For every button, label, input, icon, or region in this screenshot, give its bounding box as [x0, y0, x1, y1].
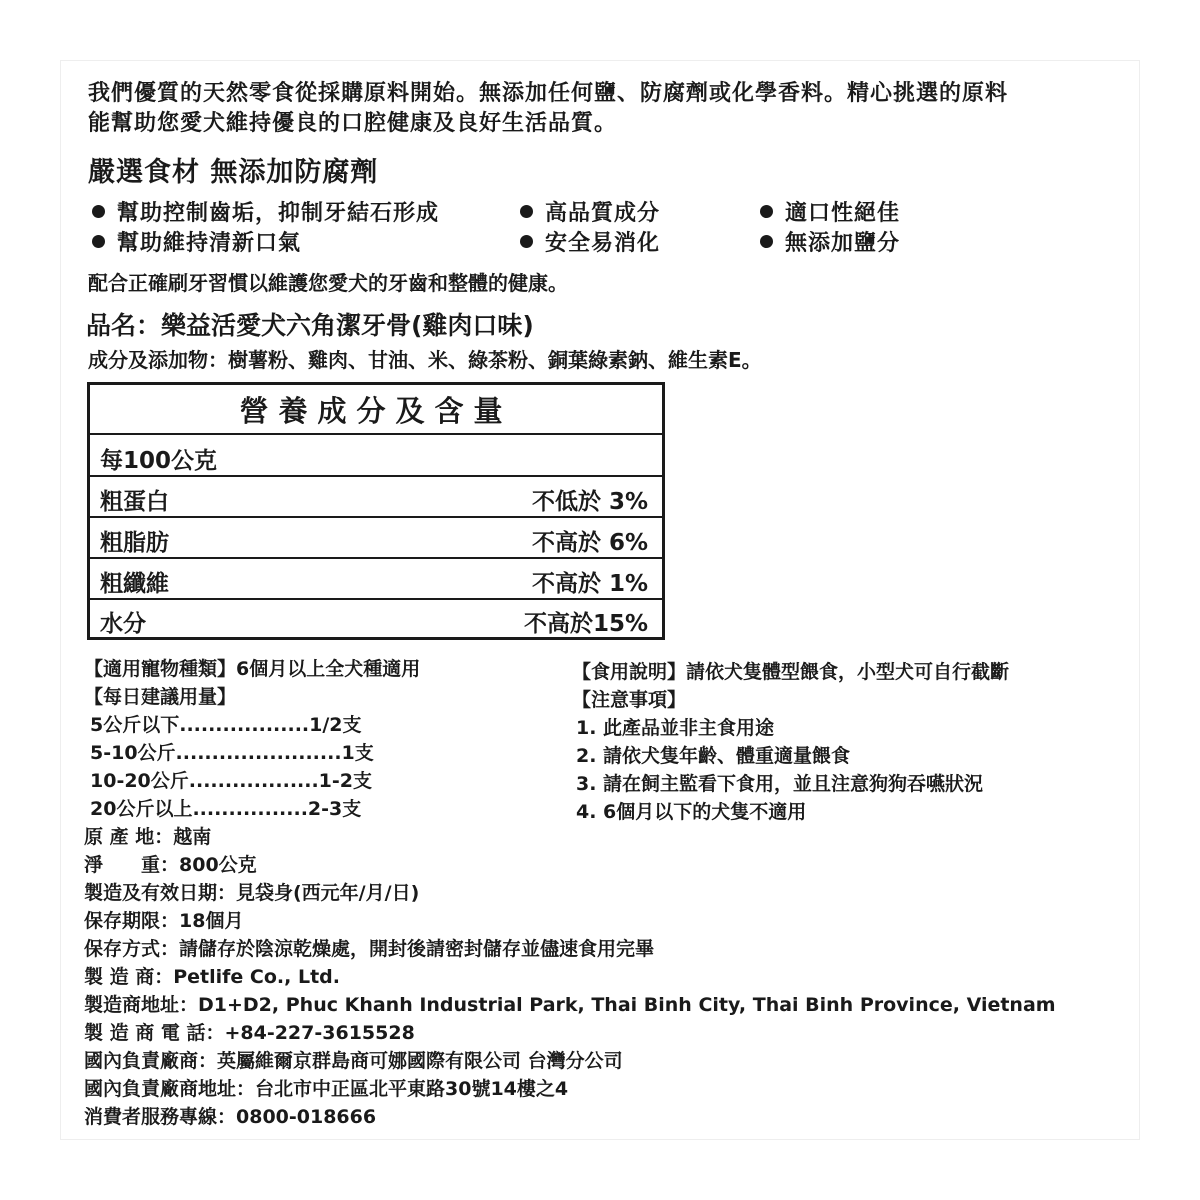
ingredients: 成分及添加物：樹薯粉、雞肉、甘油、米、綠茶粉、銅葉綠素鈉、維生素E。 [88, 348, 762, 372]
nutrient-value: 不高於15% [523, 611, 648, 637]
customer-service-line: 消費者服務專線：0800-018666 [84, 1106, 377, 1128]
table-row [90, 516, 662, 557]
manufacturer: 製 造 商：Petlife Co., Ltd. [84, 966, 340, 988]
local-distributor: 國內負責廠商：英屬維爾京群島商可娜國際有限公司 台灣分公司 [84, 1050, 623, 1072]
product-name: 品名：樂益活愛犬六角潔牙骨(雞肉口味) [86, 311, 534, 340]
table-row [90, 475, 662, 516]
manufacture-date: 製造及有效日期：見袋身(西元年/月/日) [84, 882, 420, 904]
table-row [90, 598, 662, 639]
headline: 嚴選食材 無添加防腐劑 [88, 157, 379, 188]
intro-line-2: 能幫助您愛犬維持優良的口腔健康及良好生活品質。 [88, 111, 618, 136]
manufacturer-address: 製造商地址：D1+D2, Phuc Khanh Industrial Park, Thai Binh City, Thai Binh Province, Vietnam [84, 994, 1056, 1016]
bullet-icon [520, 235, 533, 248]
nutrition-per-row [90, 433, 662, 475]
caution-item: 4. 6個月以下的犬隻不適用 [576, 801, 807, 823]
bullet-icon [520, 205, 533, 218]
daily-amount-item: 10-20公斤..................1-2支 [90, 770, 373, 792]
bullet-icon [92, 205, 105, 218]
feeding-instructions: 【食用說明】請依犬隻體型餵食，小型犬可自行截斷 [572, 661, 1010, 683]
nutrient-label: 水分 [100, 611, 146, 637]
caution-title: 【注意事項】 [572, 689, 687, 711]
caution-item: 1. 此產品並非主食用途 [576, 717, 775, 739]
caution-item: 2. 請依犬隻年齡、體重適量餵食 [576, 745, 851, 767]
local-distributor-address: 國內負責廠商地址：台北市中正區北平東路30號14樓之4 [84, 1078, 569, 1100]
daily-amount-title: 【每日建議用量】 [84, 686, 237, 708]
bullet-item: 幫助控制齒垢，抑制牙結石形成 [92, 196, 439, 227]
nutrient-value: 不高於 1% [531, 571, 648, 597]
suitable-pets: 【適用寵物種類】6個月以上全犬種適用 [84, 658, 421, 680]
nutrient-value: 不高於 6% [531, 530, 648, 556]
bullet-item: 高品質成分 [520, 196, 660, 227]
daily-amount-item: 20公斤以上................2-3支 [90, 798, 362, 820]
daily-amount-item: 5公斤以下..................1/2支 [90, 714, 362, 736]
bullet-icon [760, 235, 773, 248]
shelf-life: 保存期限：18個月 [84, 910, 244, 932]
storage: 保存方式：請儲存於陰涼乾燥處，開封後請密封儲存並儘速食用完畢 [84, 938, 655, 960]
bullet-item: 適口性絕佳 [760, 196, 900, 227]
bullet-item: 無添加鹽分 [760, 226, 900, 257]
manufacturer-phone: 製 造 商 電 話：+84-227-3615528 [84, 1022, 415, 1044]
nutrient-label: 粗蛋白 [100, 489, 169, 515]
nutrient-value: 不低於 3% [531, 489, 648, 515]
bullet-icon [760, 205, 773, 218]
nutrient-label: 粗纖維 [100, 571, 169, 597]
bullet-item: 幫助維持清新口氣 [92, 226, 301, 257]
nutrition-table [87, 382, 665, 640]
bullet-item: 安全易消化 [520, 226, 660, 257]
caution-item: 3. 請在飼主監看下食用，並且注意狗狗吞嚥狀況 [576, 773, 984, 795]
bullet-icon [92, 235, 105, 248]
brushing-note: 配合正確刷牙習慣以維護您愛犬的牙齒和整體的健康。 [88, 271, 568, 295]
net-weight: 淨 重：800公克 [84, 854, 257, 876]
nutrition-title-row [90, 385, 662, 433]
intro-line-1: 我們優質的天然零食從採購原料開始。無添加任何鹽、防腐劑或化學香料。精心挑選的原料 [88, 81, 1009, 106]
daily-amount-item: 5-10公斤.......................1支 [90, 742, 374, 764]
table-row [90, 557, 662, 598]
origin: 原 產 地：越南 [84, 826, 212, 848]
nutrient-label: 粗脂肪 [100, 530, 169, 556]
nutrition-title: 營養成分及含量 [239, 394, 513, 428]
nutrition-per: 每100公克 [100, 448, 218, 474]
